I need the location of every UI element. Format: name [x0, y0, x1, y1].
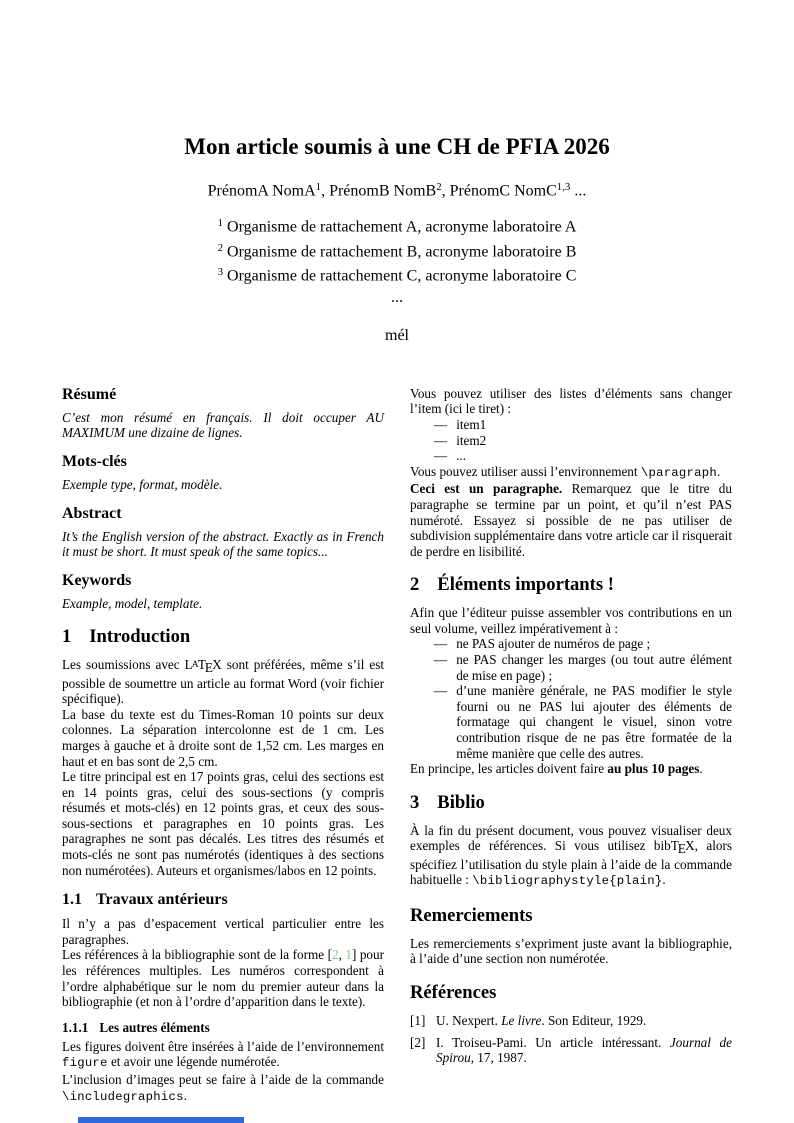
text-segment: E — [677, 841, 686, 857]
text-segment: 2 — [217, 241, 224, 254]
text-segment: , PrénomB NomB — [321, 182, 437, 200]
text-segment: Les références à la bibliographie sont de la forme [ — [62, 947, 332, 963]
text-segment: L’inclusion d’images peut se faire à l’aide de la commande — [62, 1072, 384, 1087]
list-item — [410, 652, 732, 683]
text-segment: X — [685, 838, 695, 854]
citation-link[interactable]: 1 — [345, 947, 352, 963]
text-segment: E — [204, 659, 213, 675]
list-item-label: item2 — [456, 432, 487, 448]
section-1-1-1-heading — [62, 1020, 384, 1036]
ceci-est-un-paragraphe — [410, 481, 732, 559]
text-segment: . — [699, 761, 703, 777]
travaux-paragraph-1: Il n’y a pas d’espacement vertical particulier entre les paragraphes. — [62, 916, 384, 947]
reference-entry — [410, 1013, 732, 1029]
text-segment: En principe, les articles doivent faire — [410, 761, 608, 777]
list-item-label: d’une manière générale, ne PAS modifier le style fourni ou ne PAS lui ajouter des éléments de formatage qui changent le visuel, sinon votre contribution risque de ne pas être formatée de la même manière que celle des autres. — [456, 683, 732, 761]
left-column — [62, 386, 384, 1105]
page-title: Mon article soumis à une CH de PFIA 2026 — [184, 134, 610, 159]
right-column — [410, 386, 732, 1105]
section-number: 3 — [410, 791, 420, 813]
text-segment: 1 — [217, 217, 224, 230]
reference-entry — [410, 1035, 732, 1066]
lists-intro-paragraph: Vous pouvez utiliser des listes d’éléments sans changer l’item (ici le tiret) : — [410, 385, 732, 417]
text-segment: I. Troiseu-Pami. Un article intéressant. — [436, 1034, 670, 1050]
author-line — [0, 181, 794, 200]
paper-header — [0, 0, 794, 345]
text-segment: Organisme de rattachement B, acronyme laboratoire B — [223, 243, 577, 261]
text-segment: L — [184, 657, 193, 673]
text-segment: au plus 10 pages — [607, 761, 700, 777]
list-item — [410, 417, 732, 433]
motscles-heading: Mots-clés — [62, 452, 127, 470]
section-title: Biblio — [437, 791, 485, 813]
resume-heading: Résumé — [62, 385, 117, 403]
text-segment: , PrénomC NomC — [441, 182, 557, 200]
keywords-text: Example, model, template. — [62, 595, 203, 611]
more-authors-ellipsis: ... — [391, 288, 403, 306]
text-segment: Les figures doivent être insérées à l’aide de l’environnement — [62, 1038, 384, 1054]
affiliation-3 — [0, 262, 794, 286]
footer-accent-bar — [78, 1117, 244, 1123]
text-segment: T — [197, 657, 206, 673]
text-segment: Ceci est un paragraphe. — [410, 481, 563, 497]
autres-paragraph-1 — [62, 1039, 384, 1072]
text-segment: 2 — [436, 181, 442, 193]
text-segment: PrénomA NomA — [207, 182, 316, 200]
section-number: 1.1.1 — [62, 1019, 89, 1035]
section-number: 2 — [410, 574, 420, 596]
section-1-1-heading — [62, 890, 384, 909]
reference-label: [2] — [410, 1034, 426, 1050]
paragraph-env-note — [410, 464, 732, 482]
list-item-label: ne PAS changer les marges (ou tout autre élément de mise en page) ; — [456, 652, 732, 683]
text-segment: , alors spécifiez l’utilisation du style plain à l’aide de la commande habituelle : — [410, 838, 732, 888]
affiliation-1 — [0, 213, 794, 237]
abstract-heading: Abstract — [62, 504, 122, 522]
list-item — [410, 448, 732, 464]
text-segment: Remarquez que le titre du paragraphe se termine par un point, et qu’il n’est PAS numéroté. Essayez si possible de ne pas utiliser de subdivision supplémentaire dans votre article car il risquerait de perdre en lisibilité. — [410, 481, 732, 559]
list-item-label: ne PAS ajouter de numéros de page ; — [456, 636, 651, 652]
dash-marker: — — [434, 683, 448, 699]
text-segment: Journal de Spirou — [436, 1034, 732, 1066]
list-item-label: ... — [456, 448, 467, 464]
text-segment: ... — [570, 182, 587, 200]
text-segment: . Son Editeur, 1929. — [541, 1013, 647, 1028]
list-item — [410, 636, 732, 652]
remerciements-paragraph: Les remerciements s’expriment juste avant la bibliographie, à l’aide d’une section non numérotée. — [410, 935, 732, 967]
text-segment: , 17, 1987. — [470, 1050, 527, 1066]
text-segment: Les soumissions avec — [62, 657, 185, 673]
intro-paragraph-3: Le titre principal est en 17 points gras, celui des sections est en 14 points gras, celui des sous-sections (y compris résumés et mots-clés) en 12 points gras, et ceux des sous-sous-sections et paragraphes en 10 points gras. Les paragraphes ne sont pas décalés. Les titres des résumés et mots-clés ne sont pas numérotés (identiques à des sections non numérotées). Auteurs et organismes/labos en 12 points. — [62, 769, 384, 878]
text-segment: . — [183, 1087, 187, 1103]
affiliation-2 — [0, 238, 794, 262]
affiliations — [0, 213, 794, 286]
section-title: Travaux antérieurs — [96, 891, 228, 909]
text-segment: . — [716, 463, 721, 479]
list-item — [410, 683, 732, 761]
text-segment: Vous pouvez utiliser aussi l’environnement — [410, 463, 641, 479]
text-segment: Organisme de rattachement C, acronyme laboratoire C — [223, 267, 577, 285]
text-segment: 1 — [315, 181, 322, 193]
resume-text: C’est mon résumé en français. Il doit occuper AU MAXIMUM une dizaine de lignes. — [62, 409, 384, 441]
biblio-paragraph — [410, 823, 732, 890]
text-segment: 3 — [217, 266, 224, 279]
body-columns — [0, 386, 794, 1105]
keywords-heading: Keywords — [62, 571, 132, 589]
text-segment: \bibliographystyle{plain} — [472, 874, 663, 889]
dash-marker: — — [434, 652, 448, 668]
text-segment: . — [662, 872, 666, 888]
intro-paragraph-1 — [62, 657, 384, 706]
text-segment: \includegraphics — [62, 1089, 184, 1104]
section-2-heading — [410, 574, 732, 596]
intro-paragraph-2: La base du texte est du Times-Roman 10 points sur deux colonnes. La séparation intercolonne est de 1 cm. Les marges à gauche et à droite sont de 1,52 cm. Les marges en haut et en bas sont de 2,5 cm. — [62, 706, 384, 769]
dash-marker: — — [434, 636, 448, 652]
list-item — [410, 433, 732, 449]
list-item-label: item1 — [456, 416, 487, 432]
section-title: Éléments importants ! — [437, 574, 614, 596]
elements-intro-paragraph: Afin que l’éditeur puisse assembler vos contributions en un seul volume, veillez impérativement à : — [410, 605, 732, 636]
abstract-text: It’s the English version of the abstract. Exactly as in French it must be short. It must speak of the same topics... — [62, 528, 384, 560]
reference-label: [1] — [410, 1013, 426, 1028]
autres-paragraph-2 — [62, 1072, 384, 1105]
reference-text — [436, 1013, 732, 1029]
email-line: mél — [385, 326, 409, 344]
text-segment: T — [670, 838, 679, 854]
text-segment: A — [191, 659, 199, 670]
citation-link[interactable]: 2 — [331, 947, 339, 963]
text-segment: figure — [62, 1056, 108, 1071]
text-segment: 1,3 — [556, 181, 571, 193]
text-segment: sont préférées, même s’il est possible de soumettre un article au format Word (voir fichier spécifique). — [62, 657, 384, 707]
elements-closing-paragraph — [410, 761, 732, 777]
text-segment: U. Nexpert. — [436, 1013, 502, 1028]
text-segment: Le livre — [501, 1013, 542, 1028]
references-heading: Références — [410, 982, 497, 1003]
section-title: Introduction — [89, 626, 191, 648]
text-segment: , — [338, 947, 346, 963]
text-segment: Organisme de rattachement A, acronyme laboratoire A — [223, 218, 577, 236]
travaux-paragraph-2 — [62, 947, 384, 1009]
section-1-heading — [62, 626, 384, 648]
section-number: 1 — [62, 626, 72, 648]
text-segment: et avoir une légende numérotée. — [107, 1054, 280, 1070]
text-segment: \paragraph — [640, 465, 717, 480]
section-3-heading — [410, 792, 732, 814]
text-segment: ] pour les références multiples. Les numéros correspondent à l’ordre alphabétique sur le nom du premier auteur dans la bibliographie (et non à l’ordre d’apparition dans le texte). — [62, 947, 384, 1010]
remerciements-heading: Remerciements — [410, 904, 533, 926]
motscles-text: Exemple type, format, modèle. — [62, 476, 223, 492]
dash-marker: — — [434, 448, 448, 464]
section-title: Les autres éléments — [99, 1019, 210, 1035]
text-segment: X — [212, 657, 222, 673]
section-number: 1.1 — [62, 891, 82, 909]
text-segment: À la fin du présent document, vous pouvez visualiser deux exemples de références. Si vous utilisez bib — [410, 822, 732, 854]
dash-marker: — — [434, 416, 448, 432]
dash-marker: — — [434, 432, 448, 448]
reference-text — [436, 1035, 732, 1066]
